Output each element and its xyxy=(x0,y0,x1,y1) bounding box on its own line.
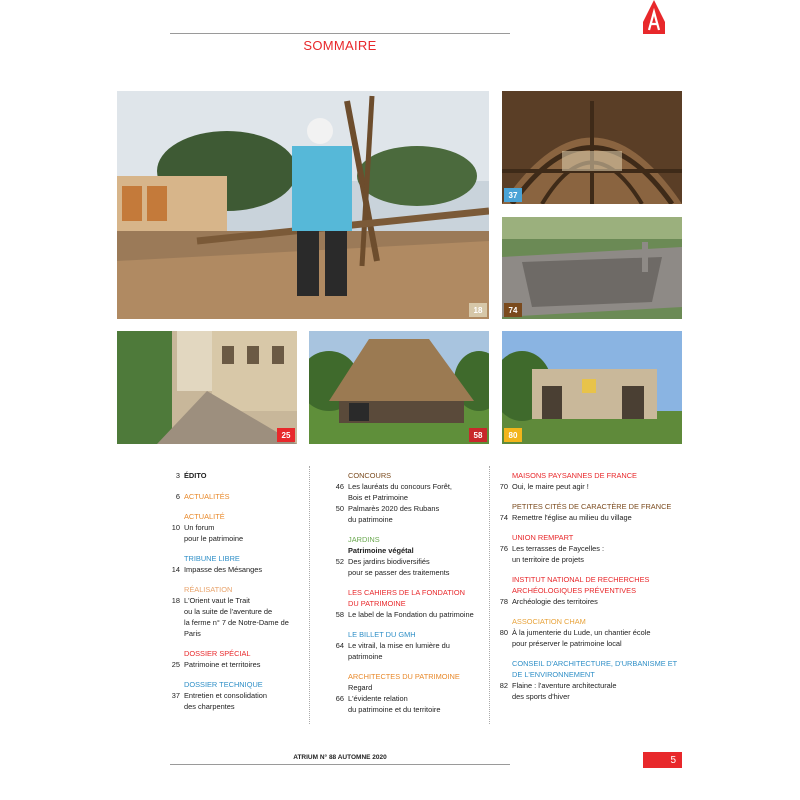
toc-column-1 xyxy=(170,470,305,712)
toc-entry-architectes[interactable]: ARCHITECTES DU PATRIMOINE Regard 66 L'évidente relation du patrimoine et du territoire xyxy=(335,672,460,714)
toc-entry-maisons-paysannes[interactable]: MAISONS PAYSANNES DE FRANCE 70 Oui, le maire peut agir ! xyxy=(499,471,637,491)
toc-column-3 xyxy=(498,470,682,702)
toc-entry-realisation[interactable]: RÉALISATION 18 L'Orient vaut le Trait ou la suite de l'aventure de la ferme n° 7 de Notre-Dame de Paris xyxy=(171,585,289,638)
toc-entry-concours[interactable]: CONCOURS 46 Les lauréats du concours Forêt, Bois et Patrimoine 50 Palmarès 2020 des Rubans du patrimoine xyxy=(335,471,452,524)
toc-entry-rempart[interactable]: UNION REMPART 76 Les terrasses de Faycelles : un territoire de projets xyxy=(499,533,605,564)
photo-page-badge: 18 xyxy=(469,303,487,317)
column-divider xyxy=(489,466,491,724)
bottom-rule xyxy=(170,764,510,765)
toc-entry-actualite[interactable]: ACTUALITÉ 10 Un forum pour le patrimoine xyxy=(171,512,244,543)
toc-entry-fondation[interactable]: LES CAHIERS DE LA FONDATION DU PATRIMOINE 58 Le label de la Fondation du patrimoine xyxy=(335,588,474,619)
atrium-logo-icon xyxy=(643,0,665,34)
toc-entry-gmh[interactable]: LE BILLET DU GMH 64 Le vitrail, la mise en lumière du patrimoine xyxy=(335,630,450,661)
toc-entry-edito[interactable]: 3 ÉDITO xyxy=(175,471,207,480)
toc-entry-dossier-special[interactable]: DOSSIER SPÉCIAL 25 Patrimoine et territoires xyxy=(171,649,261,669)
toc-entry-actualites[interactable]: 6 ACTUALITÉS xyxy=(175,492,230,501)
photo-page-badge: 25 xyxy=(277,428,295,442)
magazine-issue-label: ATRIUM N° 88 AUTOMNE 2020 xyxy=(293,754,387,761)
toc-entry-cham[interactable]: ASSOCIATION CHAM 80 À la jumenterie du Lude, un chantier école pour préserver le patrimoine local xyxy=(499,617,651,648)
photo-roof-frame xyxy=(502,91,682,204)
toc-entry-caue[interactable]: CONSEIL D'ARCHITECTURE, D'URBANISME ET DE L'ENVIRONNEMENT 82 Flaine : l'aventure architecturale des sports d'hiver xyxy=(499,659,678,701)
photo-stone-street xyxy=(117,331,297,444)
toc-entry-petites-cites[interactable]: PETITES CITÉS DE CARACTÈRE DE FRANCE 74 Remettre l'église au milieu du village xyxy=(499,502,672,522)
photo-page-badge: 37 xyxy=(504,188,522,202)
page-number: 5 xyxy=(643,752,682,768)
page-title: SOMMAIRE xyxy=(303,38,377,53)
column-divider xyxy=(309,466,311,724)
toc-entry-inrap[interactable]: INSTITUT NATIONAL DE RECHERCHES ARCHÉOLOGIQUES PRÉVENTIVES 78 Archéologie des territoires xyxy=(499,575,650,606)
toc-column-2 xyxy=(334,470,484,715)
toc-entry-dossier-technique[interactable]: DOSSIER TECHNIQUE 37 Entretien et consolidation des charpentes xyxy=(171,680,267,711)
photo-timber-workshop xyxy=(117,91,489,319)
toc-entry-tribune[interactable]: TRIBUNE LIBRE 14 Impasse des Mésanges xyxy=(171,554,263,574)
photo-page-badge: 80 xyxy=(504,428,522,442)
photo-aerial-village xyxy=(502,217,682,319)
photo-stone-ruin xyxy=(502,331,682,444)
photo-page-badge: 58 xyxy=(469,428,487,442)
toc-entry-jardins[interactable]: JARDINS Patrimoine végétal 52 Des jardins biodiversifiés pour se passer des traitements xyxy=(335,535,450,577)
photo-thatched-barn xyxy=(309,331,489,444)
photo-page-badge: 74 xyxy=(504,303,522,317)
top-rule xyxy=(170,33,510,34)
